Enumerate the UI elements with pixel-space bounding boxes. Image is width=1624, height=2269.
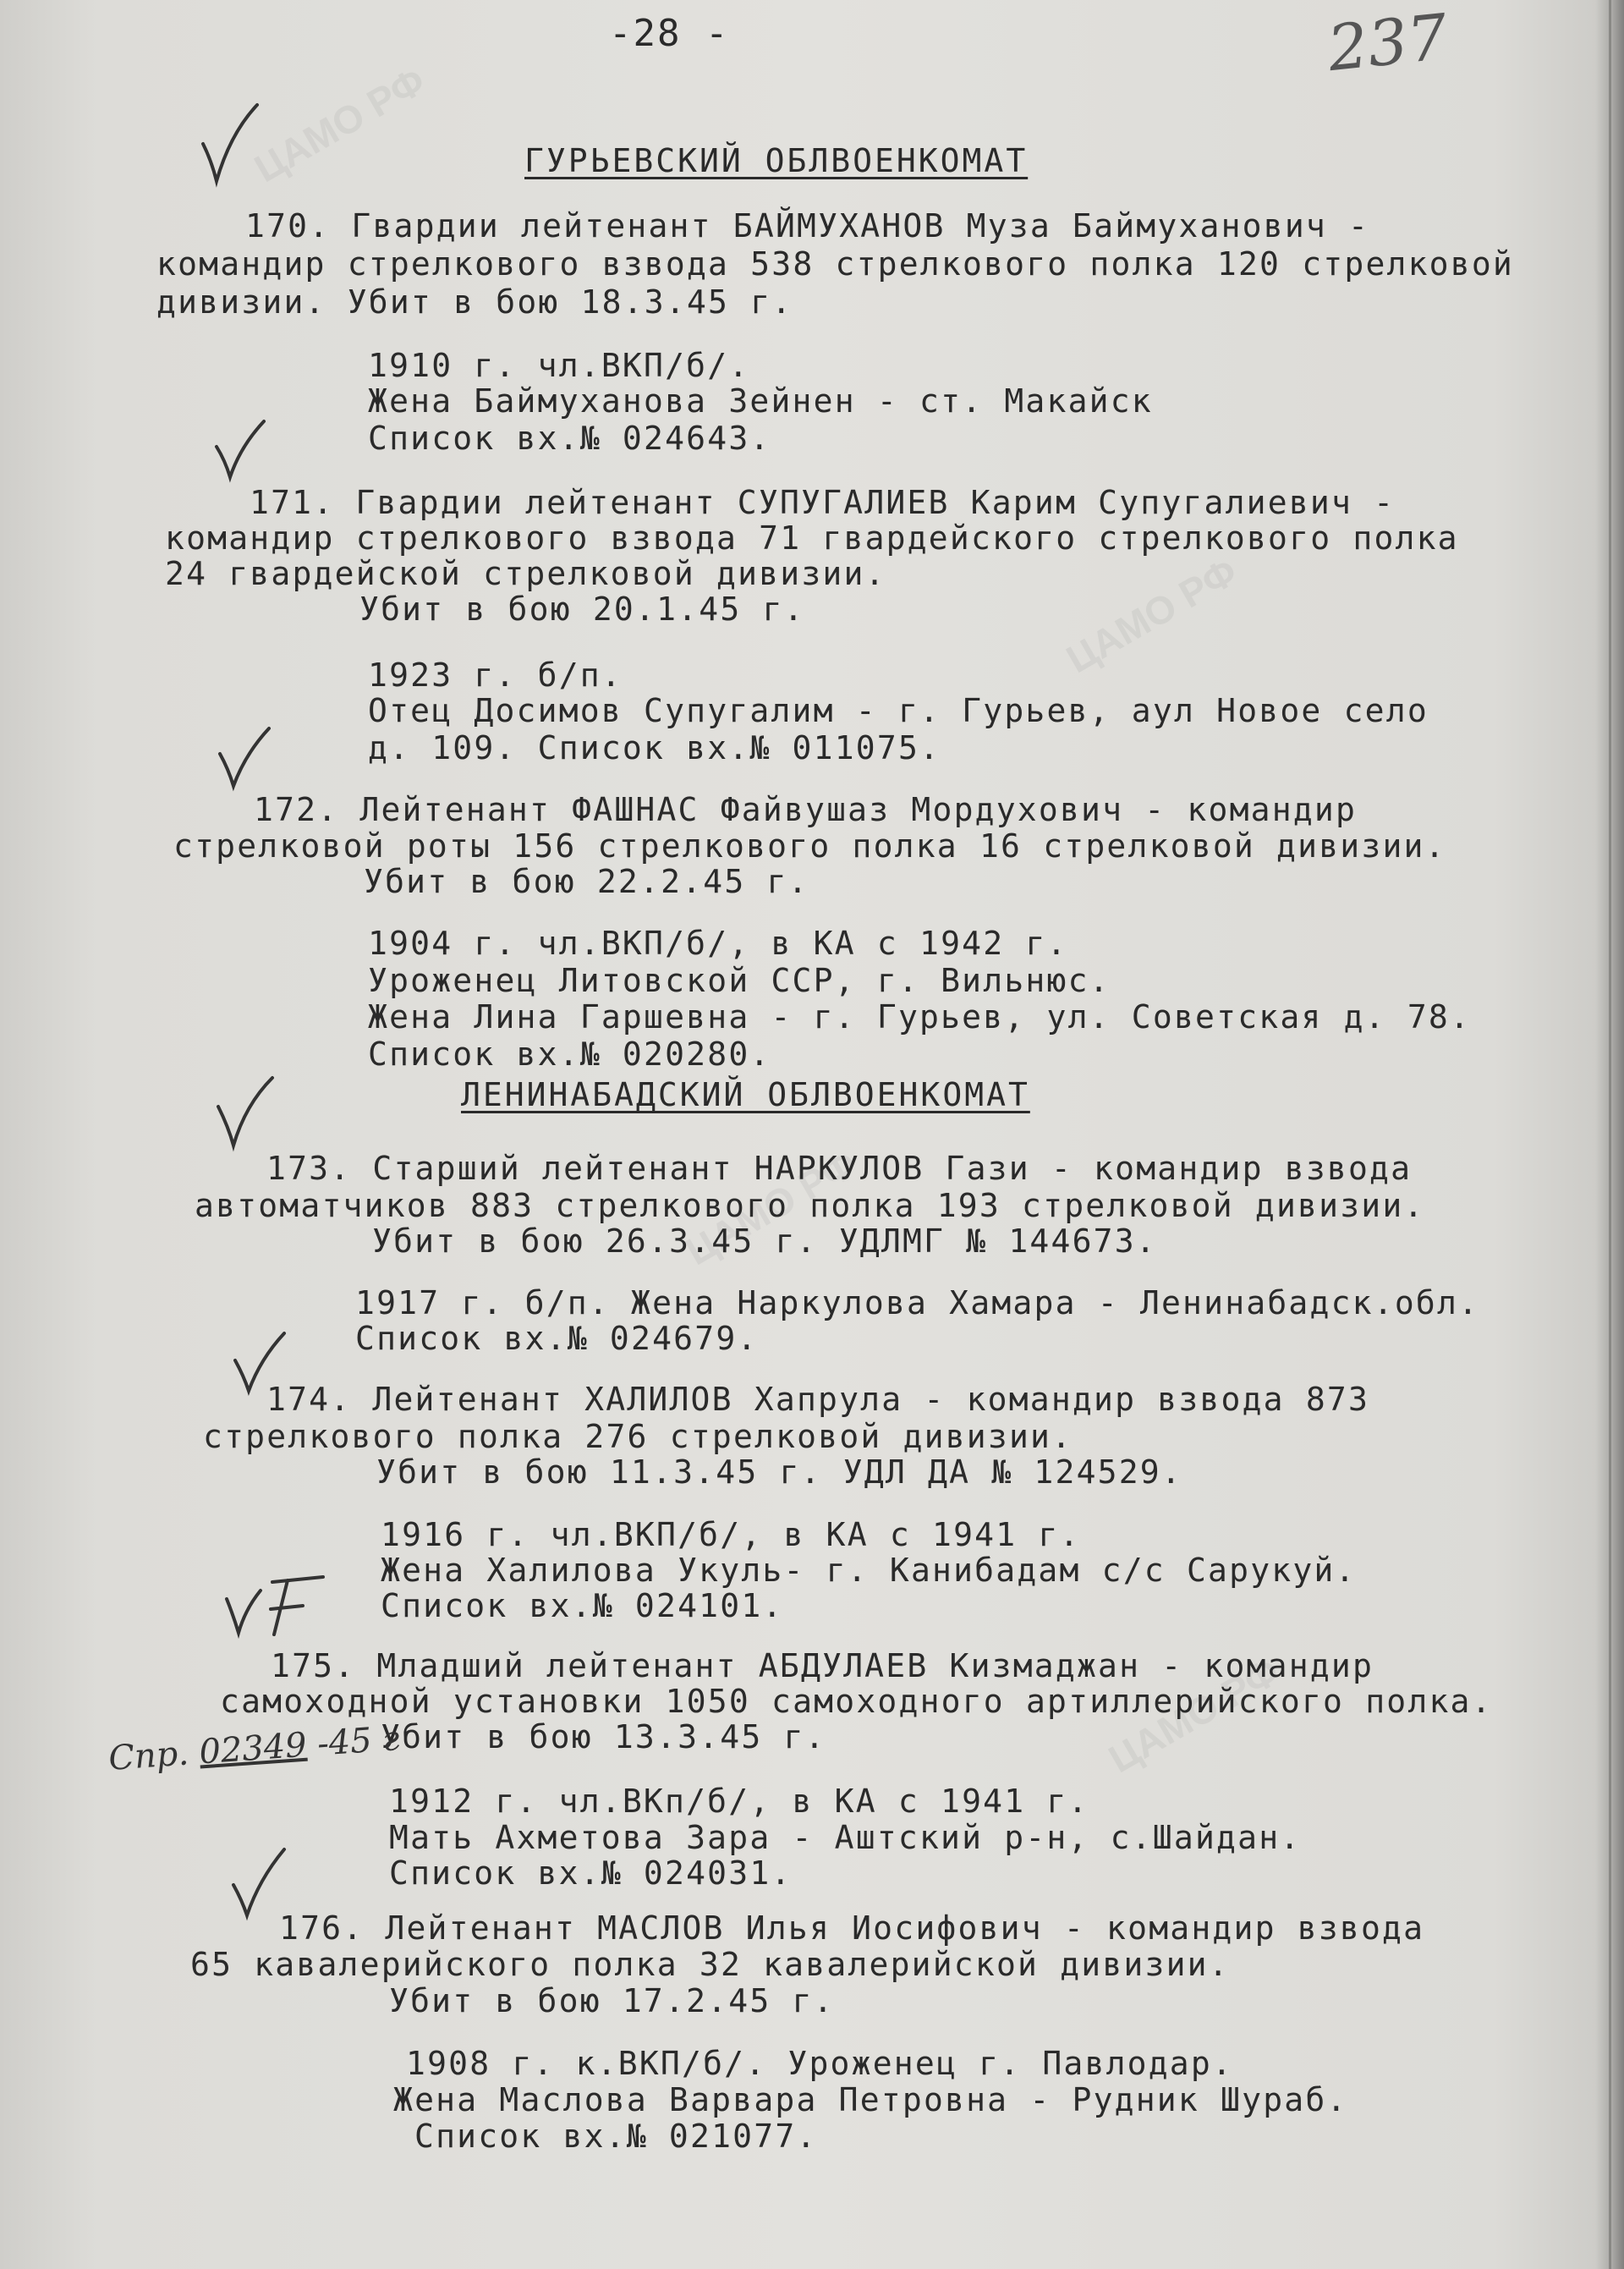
checkmark-icon [196, 100, 264, 193]
section-heading-guryev: ГУРЬЕВСКИЙ ОБЛВОЕНКОМАТ [524, 142, 1029, 179]
text-line: 1916 г. чл.ВКП/б/, в КА с 1941 г. [381, 1516, 1081, 1553]
text-line: 1912 г. чл.ВКп/б/, в КА с 1941 г. [389, 1783, 1089, 1820]
archive-sheet-number: 237 [1324, 0, 1451, 86]
section-heading-leninabad: ЛЕНИНАБАДСКИЙ ОБЛВОЕНКОМАТ [461, 1076, 1030, 1113]
page-number: -28 - [609, 12, 730, 55]
text-line: 176. Лейтенант МАСЛОВ Илья Иосифович - командир взвода [279, 1909, 1425, 1947]
text-line: Список вх.№ 020280. [368, 1036, 771, 1073]
text-line: Убит в бою 26.3.45 г. УДЛМГ № 144673. [372, 1222, 1157, 1260]
text-line: Жена Халилова Укуль- г. Канибадам с/с Сарукуй. [381, 1552, 1357, 1589]
text-line: дивизии. Убит в бою 18.3.45 г. [156, 283, 793, 321]
text-line: Жена Баймуханова Зейнен - ст. Макайск [368, 382, 1153, 420]
handwritten-margin-note [107, 1719, 401, 1778]
watermark: ЦАМО РФ [678, 1140, 864, 1274]
text-line: Убит в бою 22.2.45 г. [364, 863, 809, 900]
text-line: 24 гвардейской стрелковой дивизии. [165, 555, 886, 592]
text-line: 1917 г. б/п. Жена Наркулова Хамара - Ленинабадск.обл. [355, 1284, 1480, 1321]
text-line: Убит в бою 17.2.45 г. [389, 1982, 835, 2019]
watermark: ЦАМО РФ [246, 58, 433, 191]
checkmark-icon [213, 1068, 281, 1161]
text-line: Убит в бою 11.3.45 г. УДЛ ДА № 124529. [376, 1453, 1182, 1491]
text-line: Убит в бою 13.3.45 г. [381, 1718, 826, 1755]
text-line: 173. Старший лейтенант НАРКУЛОВ Гази - командир взвода [266, 1150, 1413, 1187]
margin-note-prefix: Спр. [107, 1733, 201, 1778]
text-line: 1923 г. б/п. [368, 657, 623, 694]
text-line: 65 кавалерийского полка 32 кавалерийской дивизии. [190, 1946, 1230, 1983]
text-line: автоматчиков 883 стрелкового полка 193 стрелковой дивизии. [195, 1187, 1425, 1224]
checkmark-icon [227, 1836, 294, 1929]
text-line: 1908 г. к.ВКП/б/. Уроженец г. Павлодар. [406, 2045, 1234, 2082]
text-line: Жена Лина Гаршевна - г. Гурьев, ул. Советская д. 78. [368, 998, 1472, 1036]
text-line: 1904 г. чл.ВКП/б/, в КА с 1942 г. [368, 925, 1068, 962]
text-line: Жена Маслова Варвара Петровна - Рудник Шураб. [393, 2081, 1348, 2118]
text-line: 1910 г. чл.ВКП/б/. [368, 347, 750, 384]
text-line: Убит в бою 20.1.45 г. [359, 591, 805, 628]
text-line: Список вх.№ 024643. [368, 420, 771, 457]
text-line: 175. Младший лейтенант АБДУЛАЕВ Кизмаджан - командир [271, 1647, 1374, 1684]
text-line: командир стрелкового взвода 71 гвардейского стрелкового полка [165, 519, 1459, 557]
text-line: Уроженец Литовской ССР, г. Вильнюс. [368, 962, 1111, 999]
text-line: стрелкового полка 276 стрелковой дивизии. [203, 1418, 1073, 1455]
text-line: 172. Лейтенант ФАШНАС Файвушаз Мордухович - командир [254, 791, 1358, 828]
checkmark-icon [210, 396, 277, 489]
checkmark-icon [228, 1310, 296, 1403]
text-line: 174. Лейтенант ХАЛИЛОВ Хапрула - командир взвода 873 [266, 1381, 1370, 1418]
text-line: 170. Гвардии лейтенант БАЙМУХАНОВ Муза Баймуханович - [245, 207, 1370, 244]
margin-note-number: 02349 [197, 1725, 309, 1772]
checkmark-icon [213, 706, 281, 799]
text-line: Список вх.№ 024679. [355, 1320, 759, 1357]
text-line: самоходной установки 1050 самоходного артиллерийского полка. [220, 1683, 1493, 1720]
text-line: стрелковой роты 156 стрелкового полка 16 стрелковой дивизии. [173, 827, 1446, 865]
text-line: 171. Гвардии лейтенант СУПУГАЛИЕВ Карим Супугалиевич - [250, 484, 1396, 521]
text-line: командир стрелкового взвода 538 стрелкового полка 120 стрелковой [156, 245, 1514, 283]
text-line: д. 109. Список вх.№ 011075. [368, 729, 941, 766]
watermark: ЦАМО РФ [1058, 548, 1245, 682]
text-line: Мать Ахметова Зара - Аштский р-н, с.Шайдан. [389, 1819, 1302, 1856]
text-line: Список вх.№ 024101. [381, 1587, 784, 1624]
watermark: ЦАМО РФ [1100, 1648, 1287, 1782]
checkmark-icon [222, 1565, 348, 1658]
text-line: Список вх.№ 024031. [389, 1854, 793, 1892]
margin-note-suffix: -45 г [304, 1719, 401, 1765]
page-fold-shadow [1609, 0, 1611, 2269]
text-line: Список вх.№ 021077. [414, 2118, 818, 2155]
text-line: Отец Досимов Супугалим - г. Гурьев, аул Новое село [368, 692, 1429, 729]
